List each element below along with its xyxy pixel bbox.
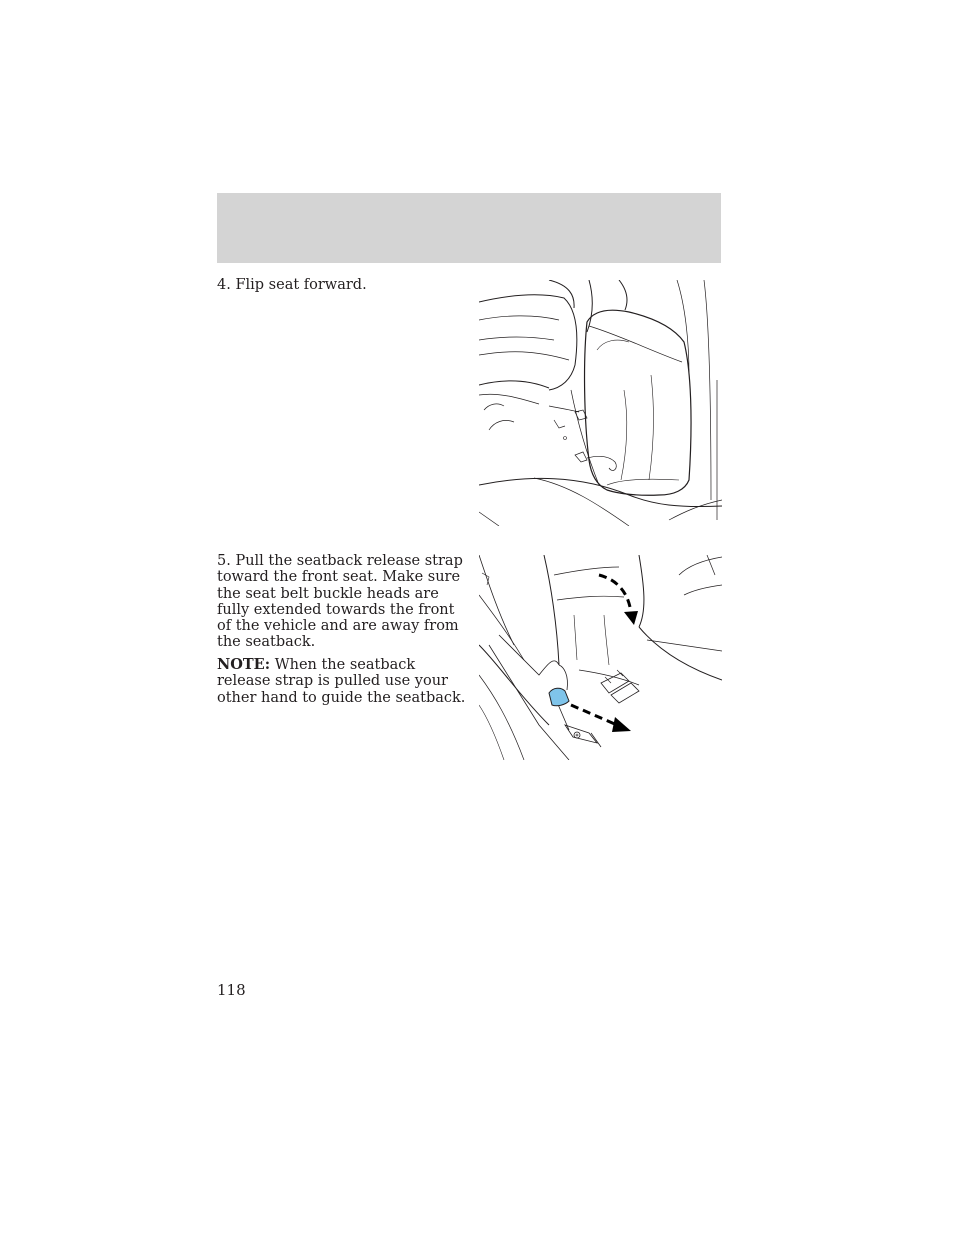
page-number: 118 bbox=[217, 981, 246, 999]
step-5-text: 5. Pull the seatback release strap toward the front seat. Make sure the seat belt buckle heads are fully extended towards the front of the vehicle and are away from the seatback. bbox=[217, 553, 463, 651]
step-4-text: 4. Flip seat forward. bbox=[217, 277, 367, 293]
note-label: NOTE: bbox=[217, 656, 271, 673]
section-header-band bbox=[217, 193, 721, 263]
flip-seat-forward-illustration bbox=[479, 280, 722, 526]
note-paragraph bbox=[217, 657, 473, 706]
note-text: When the seatback release strap is pulled use your other hand to guide the seatback. bbox=[217, 657, 466, 706]
seatback-release-strap-illustration bbox=[479, 555, 722, 760]
